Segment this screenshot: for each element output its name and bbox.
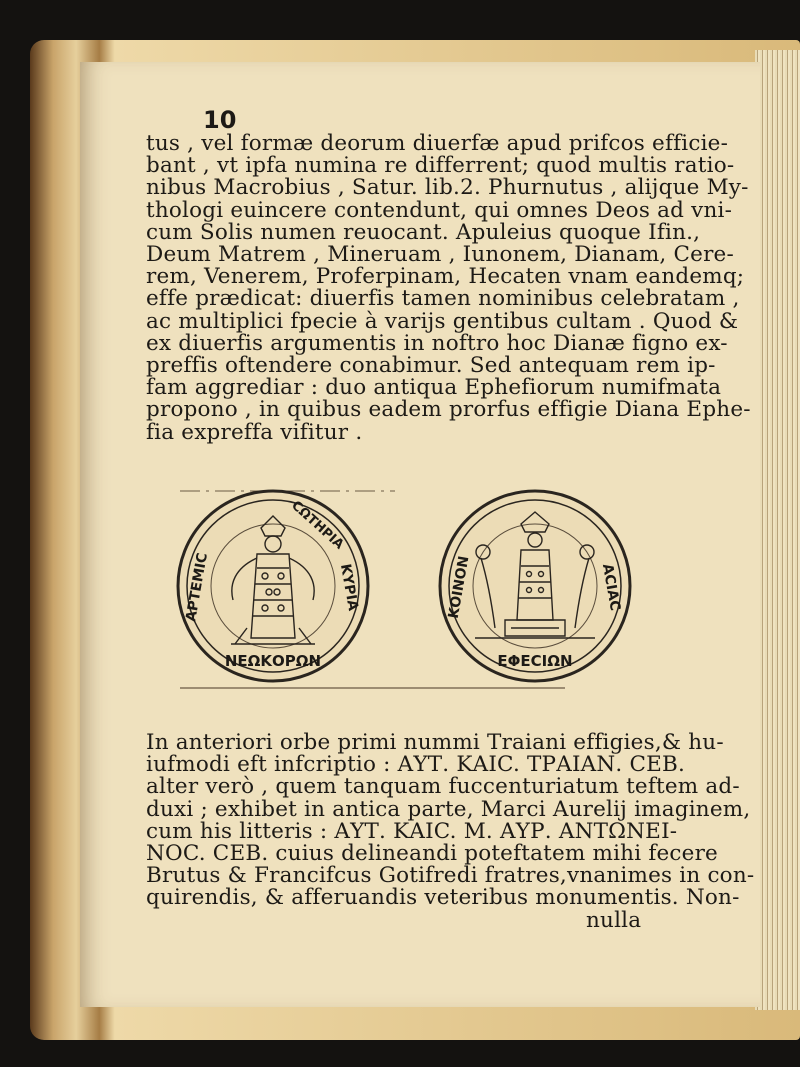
text-line: cum his litteris : ΑΥΤ. ΚΑΙC. Μ. ΑΥΡ. ΑΝΤΩΝΕΙ- xyxy=(146,818,678,844)
coin-illustrations xyxy=(165,488,675,708)
text-line: fia expreffa vifitur . xyxy=(146,419,363,445)
text-line: ΝΟC. CΕΒ. cuius delineandi poteftatem mihi fecere xyxy=(146,841,718,867)
coin-1-legend-bottom: ΝΕΩΚΟΡΩΝ xyxy=(224,652,322,670)
text-line: tus , vel formæ deorum diuerfæ apud prifcos efficie- xyxy=(146,131,729,156)
paragraph-1 xyxy=(146,131,751,445)
text-line: nibus Macrobius , Satur. lib.2. Phurnutus , alijque My- xyxy=(146,175,749,201)
text-line: bant , vt ipfa numina re differrent; quod multis ratio- xyxy=(146,153,735,179)
coin-2-legend-left: ΚΟΙΝΟΝ xyxy=(445,554,473,620)
coin-1-legend-left: ΑΡΤΕΜΙC xyxy=(183,551,211,623)
text-line: thologi euincere contendunt, qui omnes Deos ad vni- xyxy=(146,197,733,223)
text-line: cum Solis numen reuocant. Apuleius quoque Ifin., xyxy=(146,219,701,245)
text-line: iufmodi eft infcriptio : ΑΥΤ. ΚΑΙC. ΤΡΑΙΑΝ. CΕΒ. xyxy=(146,752,686,778)
text-line: preffis oftendere conabimur. Sed antequam rem ip- xyxy=(146,353,716,379)
coin-2-legend-right: ΑCΙΑC xyxy=(598,562,623,613)
page-edges xyxy=(755,50,800,1010)
catchword: nulla xyxy=(586,907,642,933)
coin-1-legend-top: CΩΤΗΡΙΑ xyxy=(288,498,347,553)
text-line: In anteriori orbe primi nummi Traiani effigies,& hu- xyxy=(146,730,724,755)
coin-1 xyxy=(178,491,368,681)
text-line: rem, Venerem, Proferpinam, Hecaten vnam eandemq; xyxy=(146,264,745,290)
coin-2-legend-bottom: ΕΦΕCΙΩΝ xyxy=(497,652,573,670)
coin-1-legend-right: ΚΥΡΙΑ xyxy=(336,562,361,612)
text-line: effe prædicat: diuerfis tamen nominibus celebratam , xyxy=(146,286,740,312)
text-line: propono , in quibus eadem prorfus effigie Diana Ephe- xyxy=(146,397,751,423)
text-line: fam aggrediar : duo antiqua Ephefiorum numifmata xyxy=(146,375,722,401)
text-line: quirendis, & afferuandis veteribus monumentis. Non- xyxy=(146,885,740,911)
coin-2 xyxy=(440,491,630,681)
text-line: ac multiplici fpecie à varijs gentibus cultam . Quod & xyxy=(146,308,739,334)
text-line: duxi ; exhibet in antica parte, Marci Aurelij imaginem, xyxy=(146,796,751,822)
page-number: 10 xyxy=(203,106,237,134)
text-line: Deum Matrem , Mineruam , Iunonem, Dianam, Cere- xyxy=(146,242,734,268)
text-line: ex diuerfis argumentis in noftro hoc Dianæ figno ex- xyxy=(146,330,728,356)
text-line: alter verò , quem tanquam fuccenturiatum teftem ad- xyxy=(146,774,740,800)
text-line: Brutus & Francifcus Gotifredi fratres,vnanimes in con- xyxy=(146,863,755,889)
paragraph-2 xyxy=(146,730,755,933)
